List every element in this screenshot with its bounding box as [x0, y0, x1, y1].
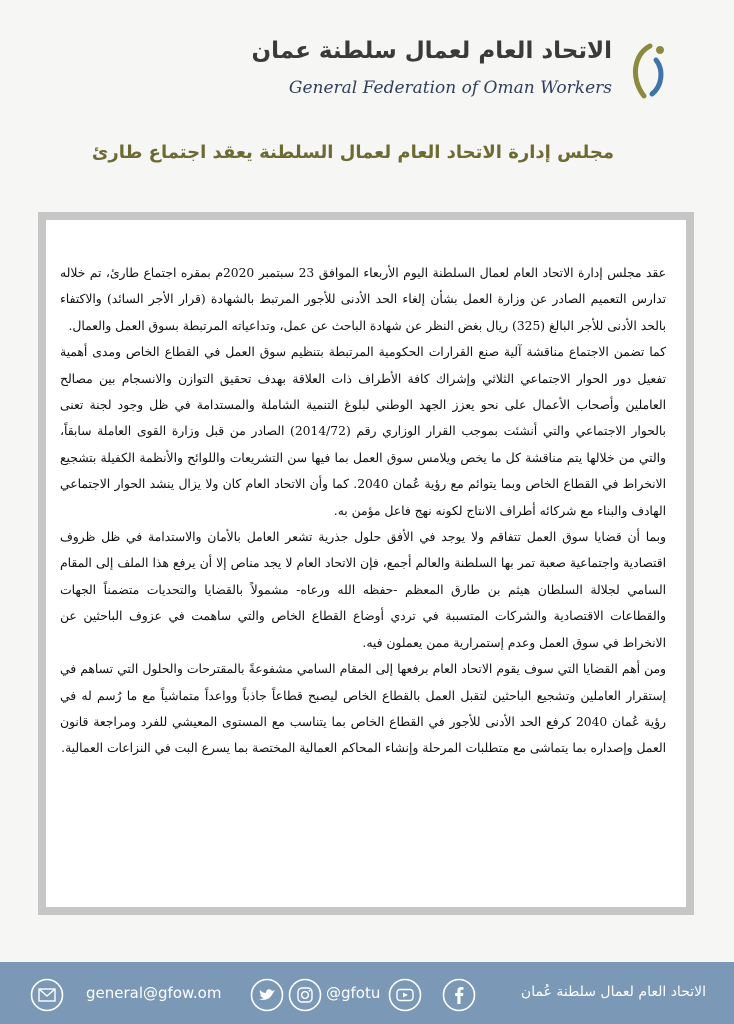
- footer-email[interactable]: general@gfow.om: [86, 984, 222, 1002]
- page-title: مجلس إدارة الاتحاد العام لعمال السلطنة يعقد اجتماع طارئ: [91, 142, 614, 163]
- content-frame: [38, 212, 694, 915]
- mail-icon[interactable]: [30, 978, 64, 1012]
- paragraph: عقد مجلس إدارة الاتحاد العام لعمال السلطنة اليوم الأربعاء الموافق 23 سبتمبر 2020م بمقره اجتماع طارئ، تم خلاله تدارس التعميم الصادر عن وزارة العمل بشأن إلغاء الحد الأدنى للأجور المرتبط بالشهادة (قرار الأجر السائد) والاكتفاء بالحد الأدنى للأجر البالغ (325) ريال بغض النظر عن شهادة الباحث عن عمل، وتداعياته المرتبطة بسوق العمل والعمال.: [60, 266, 666, 333]
- paragraph: كما تضمن الاجتماع مناقشة آلية صنع القرارات الحكومية المرتبطة بتنظيم سوق العمل في القطاع الخاص ومدى أهمية تفعيل دور الحوار الاجتماعي الثلاثي وإشراك كافة الأطراف ذات العلاقة بهدف تحقيق التوازن والانسجام بين مصالح العاملين وأصحاب الأعمال على نحو يعزز الجهد الوطني لبلوغ التنمية الشاملة والمستدامة في ظل وجود لجنة تعنى بالحوار الاجتماعي والتي أنشئت بموجب القرار الوزاري رقم (2014/72) الصادر من قبل وزارة القوى العاملة سابقاً، والتي من خلالها يتم مناقشة كل ما يخص ويلامس سوق العمل بما فيها سن التشريعات واللوائح والأنظمة الكفيلة بتشجيع الانخراط في القطاع الخاص وبما يتوائم مع رؤية عُمان 2040. كما وأن الاتحاد العام كان ولا يزال ينشد الحوار الاجتماعي الهادف والبناء مع شركائه أطراف الانتاج لكونه نهج فاعل مؤمن به.: [60, 345, 666, 518]
- footer-bar: [0, 962, 734, 1024]
- logo-english-text: General Federation of Oman Workers: [288, 78, 612, 98]
- paragraph: ومن أهم القضايا التي سوف يقوم الاتحاد العام برفعها إلى المقام السامي مشفوعةً بالمقترحات والحلول التي تساهم في إستقرار العاملين وتشجيع الباحثين لتقبل العمل بالقطاع الخاص ليصبح قطاعاً جاذباً وواعداً متماشياً مع ما رُسم له في رؤية عُمان 2040 كرفع الحد الأدنى للأجور في القطاع الخاص بما يتناسب مع المستوى المعيشي للفرد ومراجعة قانون العمل وإصداره بما يتماشى مع متطلبات المرحلة وإنشاء المحاكم العمالية المختصة بما يسرع البت في النزاعات العمالية.: [60, 662, 666, 756]
- footer-organization: الاتحاد العام لعمال سلطنة عُمان: [520, 984, 706, 1000]
- article-body: [60, 260, 666, 762]
- twitter-icon[interactable]: [250, 978, 284, 1012]
- logo-arabic-text: الاتحاد العام لعمال سلطنة عمان: [251, 38, 612, 64]
- paragraph: وبما أن قضايا سوق العمل تتفاقم ولا يوجد في الأفق حلول جذرية تشعر العامل بالأمان والاستدامة في ظل ظروف اقتصادية واجتماعية صعبة تمر بها السلطنة والعالم أجمع، فإن الاتحاد العام لا يجد مناص إلا أن يرفع هذا الملف إلى المقام السامي لجلالة السلطان هيثم بن طارق المعظم -حفظه الله ورعاه- مشمولاً بالقضايا والتحديات متضمناً الجهات والقطاعات الاقتصادية والشركات المتسببة في تردي أوضاع القطاع الخاص والتي ساهمت في عزوف الباحثين عن الانخراط في سوق العمل وعدم إستمرارية ممن يعملون فيه.: [60, 530, 666, 650]
- instagram-icon[interactable]: [288, 978, 322, 1012]
- content-panel: [46, 220, 686, 907]
- footer-handle[interactable]: @gfotu: [326, 984, 381, 1002]
- logo-emblem-icon: [620, 40, 676, 102]
- facebook-icon[interactable]: [442, 978, 476, 1012]
- youtube-icon[interactable]: [388, 978, 422, 1012]
- header-logo: [251, 34, 682, 106]
